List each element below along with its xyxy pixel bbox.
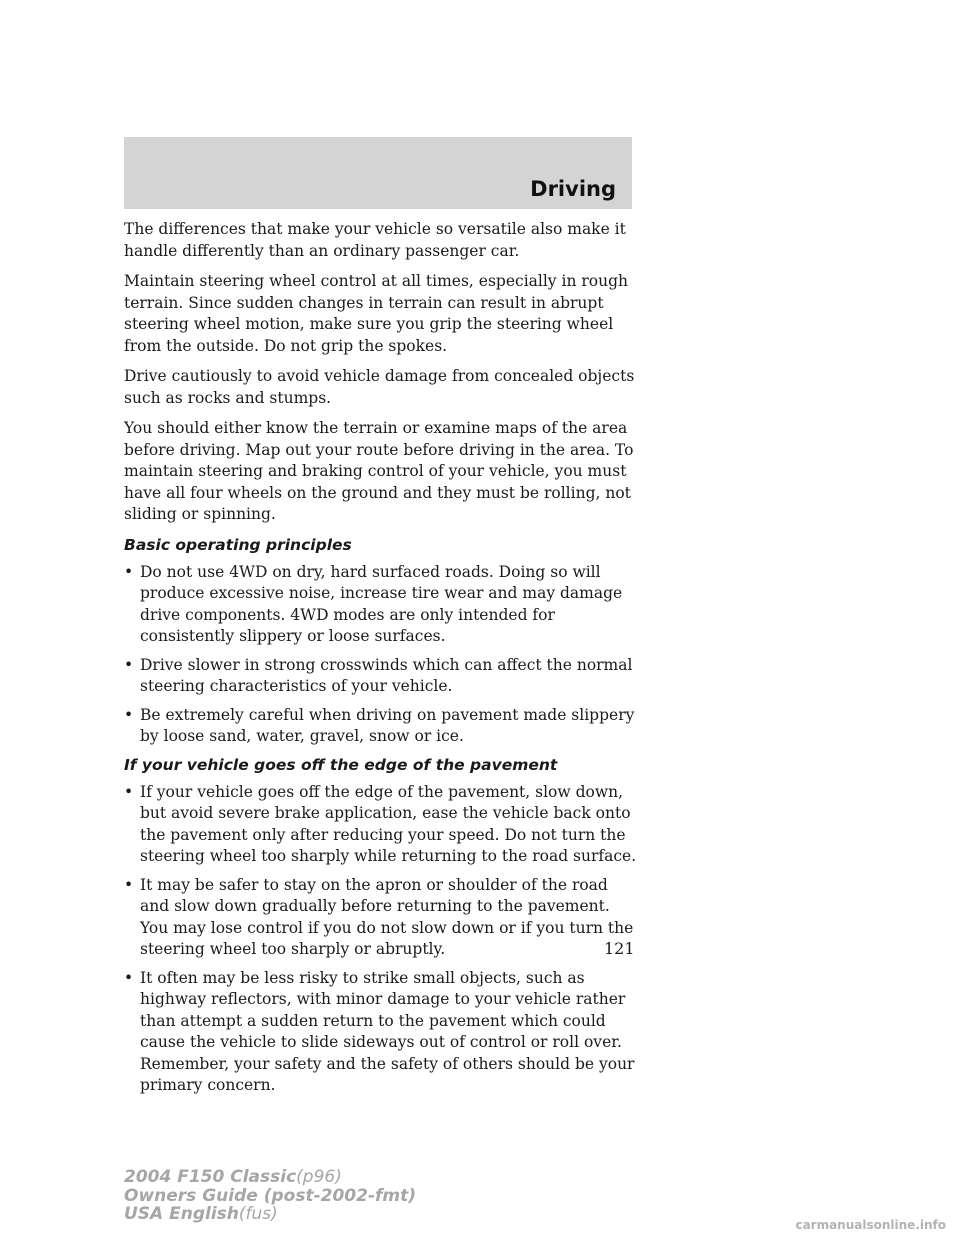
footer-model: 2004 F150 Classic: [124, 1167, 297, 1187]
section-title: Driving: [530, 177, 616, 201]
list-item-text: Drive slower in strong crosswinds which can affect the normal steering characteristics of your vehicle.: [140, 655, 633, 695]
footer-line-guide: [124, 1187, 416, 1206]
paragraph: Drive cautiously to avoid vehicle damage from concealed objects such as rocks and stumps.: [124, 367, 635, 407]
bullet-icon: •: [124, 875, 134, 894]
list-item: [124, 655, 639, 698]
bullet-icon: •: [124, 705, 134, 724]
list-item-text: Be extremely careful when driving on pavement made slippery by loose sand, water, gravel, snow or ice.: [140, 705, 635, 745]
watermark: carmanualsonline.info: [795, 1218, 946, 1232]
footer-line-language: [124, 1205, 416, 1224]
list-item: [124, 782, 639, 868]
list-item: [124, 968, 639, 1097]
bullet-icon: •: [124, 562, 134, 581]
section-header-bar: [124, 137, 632, 209]
page-content: [124, 219, 639, 1104]
list-item-text: It may be safer to stay on the apron or shoulder of the road and slow down gradually before returning to the pavement. You may lose control if you do not slow down or if you turn the steering wheel too sharply or abruptly.: [140, 875, 634, 958]
paragraph: Maintain steering wheel control at all times, especially in rough terrain. Since sudden changes in terrain can result in abrupt steering wheel motion, make sure you grip the steering wheel from the outside. Do not grip the spokes.: [124, 272, 628, 355]
list-item: [124, 705, 639, 748]
bullet-icon: •: [124, 968, 134, 987]
paragraph: The differences that make your vehicle so versatile also make it handle differently than an ordinary passenger car.: [124, 220, 626, 260]
footer-guide: Owners Guide (post-2002-fmt): [124, 1185, 417, 1206]
footer-model-code: (p96): [296, 1167, 342, 1187]
section-heading-off-pavement: If your vehicle goes off the edge of the pavement: [124, 755, 558, 774]
paragraph: You should either know the terrain or examine maps of the area before driving. Map out your route before driving in the area. To maintain steering and braking control of your vehicle, you must have all four wheels on the ground and they must be rolling, not sliding or spinning.: [124, 419, 634, 523]
section-heading-basic-principles: Basic operating principles: [124, 535, 352, 554]
bullet-icon: •: [124, 655, 134, 674]
document-footer: [124, 1168, 416, 1224]
page-number: 121: [604, 939, 635, 958]
bullet-icon: •: [124, 782, 134, 801]
bullet-list: [124, 782, 639, 1097]
bullet-list: [124, 562, 639, 748]
list-item-text: If your vehicle goes off the edge of the pavement, slow down, but avoid severe brake application, ease the vehicle back onto the pavement only after reducing your speed. Do not turn the steering wheel too sharply while returning to the road surface.: [140, 782, 637, 865]
footer-line-model: [124, 1168, 416, 1187]
list-item-text: It often may be less risky to strike small objects, such as highway reflectors, with minor damage to your vehicle rather than attempt a sudden return to the pavement which could cause the vehicle to slide sideways out of control or roll over. Remember, your safety and the safety of others should be your primary concern.: [140, 968, 635, 1094]
list-item: [124, 875, 639, 961]
footer-language-code: (fus): [238, 1204, 278, 1224]
list-item: [124, 562, 639, 648]
footer-language: USA English: [124, 1204, 239, 1224]
list-item-text: Do not use 4WD on dry, hard surfaced roads. Doing so will produce excessive noise, increase tire wear and may damage drive components. 4WD modes are only intended for consistently slippery or loose surfaces.: [140, 562, 623, 645]
